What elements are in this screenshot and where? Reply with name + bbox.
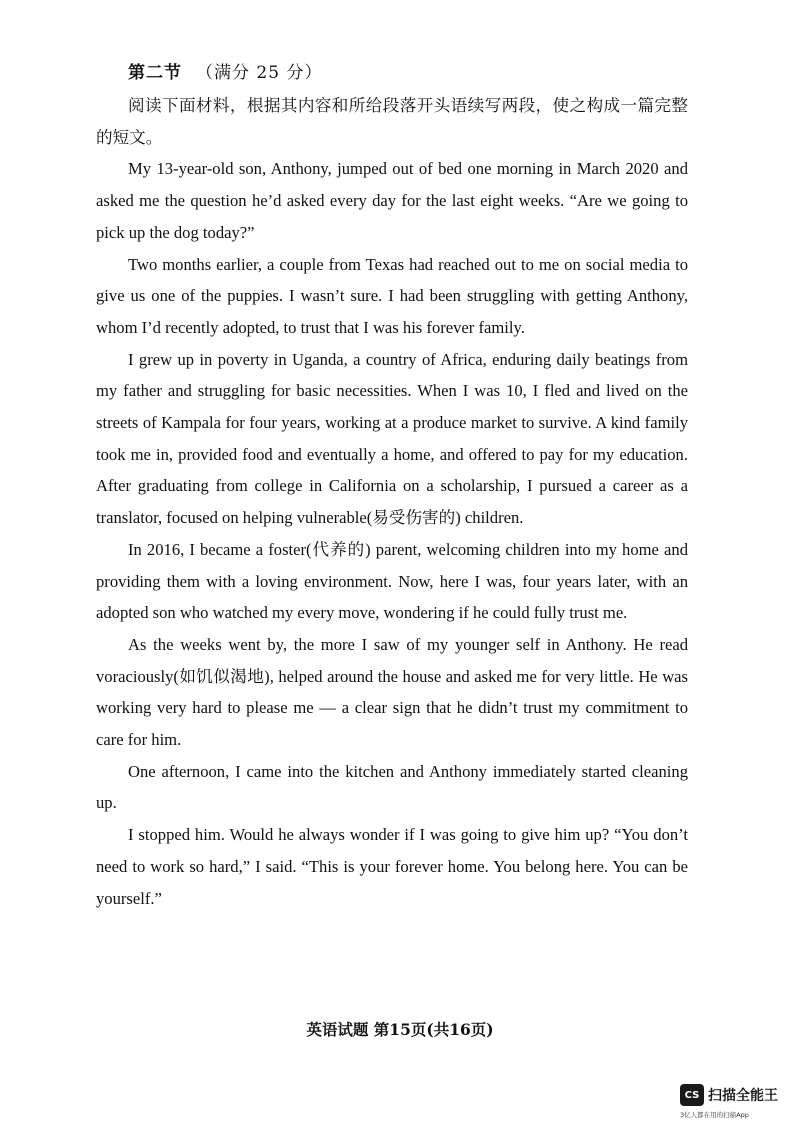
- scanner-watermark: [680, 1082, 790, 1122]
- passage-paragraph: I grew up in poverty in Uganda, a country of Africa, enduring daily beatings from my father and struggling for basic necessities. When I was 10, I fled and lived on the streets of Kampala for four years, working at a produce market to survive. A kind family took me in, provided food and eventually a home, and offered to pay for my education. After graduating from college in California on a scholarship, I pursued a career as a translator, focused on helping vulnerable(易受伤害的) children.: [96, 349, 688, 528]
- section-heading: [128, 58, 322, 83]
- watermark-name: 扫描全能王: [708, 1088, 778, 1104]
- passage-paragraph: In 2016, I became a foster(代养的) parent, welcoming children into my home and providing them with a loving environment. Now, here I was, four years later, with an adopted son who watched my every move, wondering if he could fully trust me.: [96, 539, 688, 623]
- passage-paragraph: I stopped him. Would he always wonder if I was going to give him up? “You don’t need to work so hard,” I said. “This is your forever home. You belong here. You can be yourself.”: [96, 825, 688, 908]
- section-title: 第二节: [128, 63, 182, 83]
- camscanner-logo-icon: CS: [680, 1084, 704, 1106]
- passage-paragraph: One afternoon, I came into the kitchen and Anthony immediately started cleaning up.: [96, 761, 688, 813]
- passage-paragraph: My 13-year-old son, Anthony, jumped out of bed one morning in March 2020 and asked me the question he’d asked every day for the last eight weeks. “Are we going to pick up the dog today?”: [96, 159, 688, 242]
- instruction-paragraph: 阅读下面材料，根据其内容和所给段落开头语续写两段，使之构成一篇完整的短文。: [96, 96, 688, 147]
- section-score: （满分 25 分）: [196, 63, 323, 83]
- passage-paragraph: As the weeks went by, the more I saw of my younger self in Anthony. He read voraciously(如饥似渴地), helped around the house and asked me for very little. He was working very hard to please me — a clear sign that he didn’t trust my commitment to care for him.: [96, 634, 688, 750]
- passage-paragraph: Two months earlier, a couple from Texas had reached out to me on social media to give us one of the puppies. I wasn’t sure. I had been struggling with getting Anthony, whom I’d recently adopted, to trust that I was his forever family.: [96, 254, 688, 337]
- page-footer: 英语试题 第15页(共16页): [306, 1020, 494, 1039]
- watermark-tagline: 3亿人都在用的扫描App: [680, 1111, 749, 1119]
- passage: [96, 90, 688, 914]
